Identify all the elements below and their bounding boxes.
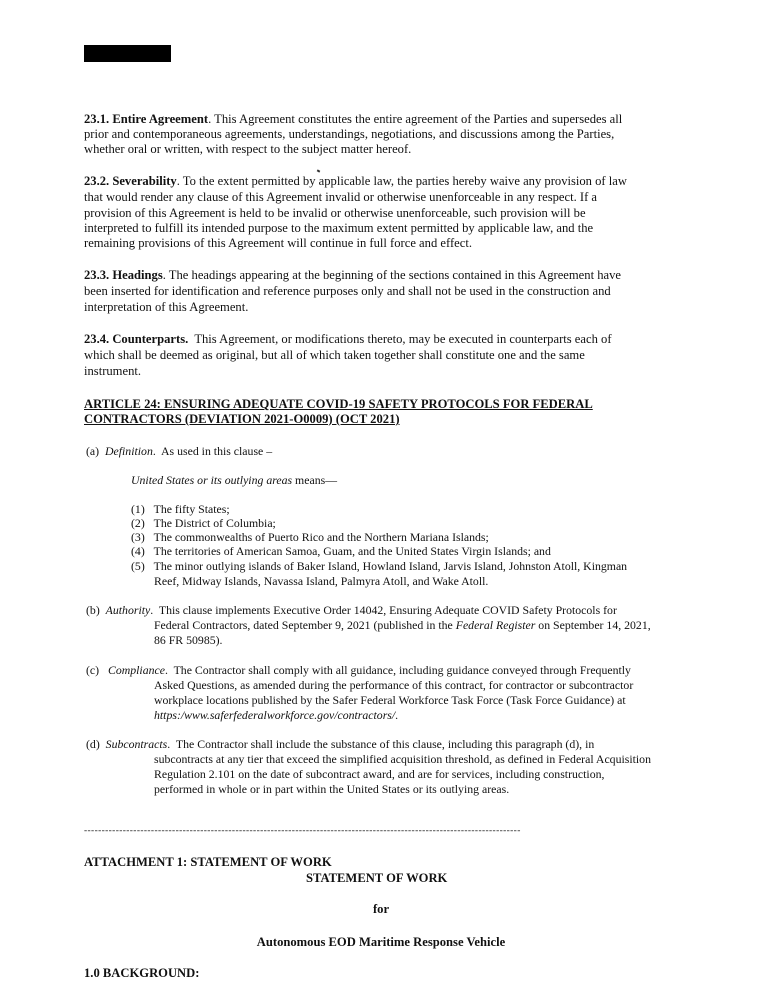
clause-d-text: . The Contractor shall include the substance of this clause, including this paragraph (d), in [167, 737, 595, 751]
clause-a-text: . As used in this clause – [152, 444, 273, 458]
list-number: (4) [131, 544, 145, 558]
clause-c-term: Compliance [107, 663, 165, 677]
clause-d-line-2: subcontracts at any tier that exceed the simplified acquisition threshold, as defined in Federal Acquisition [154, 752, 651, 766]
clause-b-text: . This clause implements Executive Order 14042, Ensuring Adequate COVID Safety Protocols for [150, 603, 617, 617]
definition-text: means— [292, 473, 337, 487]
clause-c-line-4 [154, 708, 398, 723]
clause-b-line-2 [154, 618, 651, 633]
section-23-3-text: . The headings appearing at the beginning of the sections contained in this Agreement have [162, 268, 621, 282]
clause-c-line-1 [86, 663, 631, 678]
clause-d-line-4: performed in whole or in part within the United States or its outlying areas. [154, 782, 510, 796]
section-23-3-line-2: been inserted for identification and reference purposes only and shall not be used in the construction and [84, 284, 611, 298]
clause-d-line-3: Regulation 2.101 on the date of subcontract award, and are for services, including construction, [154, 767, 605, 781]
section-23-4-line-3: instrument. [84, 364, 142, 378]
section-23-4-title: 23.4. Counterparts. [84, 332, 189, 346]
list-item-5-continued: Reef, Midway Islands, Navassa Island, Palmyra Atoll, and Wake Atoll. [154, 574, 489, 588]
dashed-separator: ---------------------------------------------------------------------------------------------------------------------------- [84, 826, 521, 836]
section-23-1-text: . This Agreement constitutes the entire agreement of the Parties and supersedes all [208, 112, 623, 126]
list-text: The minor outlying islands of Baker Island, Howland Island, Jarvis Island, Johnston Atoll, Kingman [153, 559, 628, 573]
sow-for: for [372, 902, 390, 916]
redaction-block [84, 45, 171, 62]
section-23-1-line-3: whether oral or written, with respect to the subject matter hereof. [84, 142, 412, 156]
section-23-1-line-2: prior and contemporaneous agreements, understandings, negotiations, and discussions among the Parties, [84, 127, 615, 141]
clause-b-text: Federal Contractors, dated September 9, 2021 (published in the [154, 618, 456, 632]
section-23-3-line-1 [84, 268, 621, 283]
list-text: The territories of American Samoa, Guam, and the United States Virgin Islands; and [153, 544, 551, 558]
section-23-2-line-3: provision of this Agreement is held to be invalid or otherwise unenforceable, such provision will be [84, 206, 586, 220]
section-23-3-line-3: interpretation of this Agreement. [84, 300, 249, 314]
clause-b-term: Authority [105, 603, 151, 617]
clause-d-term: Subcontracts [105, 737, 168, 751]
section-23-4-line-2: which shall be deemed as original, but all of which taken together shall constitute one and the same [84, 348, 585, 362]
list-text: The fifty States; [153, 502, 230, 516]
section-23-2-line-1 [84, 174, 627, 189]
list-item-3 [131, 530, 489, 545]
list-number: (5) [131, 559, 145, 573]
list-item-5 [131, 559, 627, 574]
definition-term: United States or its outlying areas [131, 473, 293, 487]
clause-c-line-2: Asked Questions, as amended during the performance of this contract, for contractor or subcontractor [154, 678, 634, 692]
list-item-4 [131, 544, 551, 559]
list-number: (3) [131, 530, 145, 544]
clause-b-line-1 [86, 603, 617, 618]
clause-a-line-1 [86, 444, 272, 459]
clause-c-marker: (c) [86, 663, 100, 677]
sow-title: STATEMENT OF WORK [306, 871, 448, 885]
clause-b-text: on September 14, 2021, [535, 618, 651, 632]
clause-c-line-3: workplace locations published by the Safer Federal Workforce Task Force (Task Force Guidance) at [154, 693, 626, 707]
background-heading: 1.0 BACKGROUND: [84, 966, 200, 980]
section-23-2-title: 23.2. Severability [84, 174, 177, 188]
clause-a-definition [131, 473, 337, 488]
clause-b-marker: (b) [86, 603, 100, 617]
section-23-2-text: . To the extent permitted by applicable law, the parties hereby waive any provision of law [176, 174, 627, 188]
section-23-2-line-5: remaining provisions of this Agreement will continue in full force and effect. [84, 236, 472, 250]
list-number: (1) [131, 502, 145, 516]
task-force-url-link[interactable]: https:/www.saferfederalworkforce.gov/contractors/ [154, 708, 396, 722]
clause-d-line-1 [86, 737, 594, 752]
section-23-2-line-4: interpreted to fulfill its intended purpose to the maximum extent permitted by applicable law, and the [84, 221, 594, 235]
clause-a-term: Definition [105, 444, 153, 458]
list-item-2 [131, 516, 276, 531]
list-item-1 [131, 502, 230, 517]
article-24-heading-line-1: ARTICLE 24: ENSURING ADEQUATE COVID-19 SAFETY PROTOCOLS FOR FEDERAL [84, 397, 593, 411]
stray-mark [317, 169, 321, 172]
section-23-4-text: This Agreement, or modifications thereto, may be executed in counterparts each of [188, 332, 612, 346]
section-23-1-line-1 [84, 112, 622, 127]
attachment-heading: ATTACHMENT 1: STATEMENT OF WORK [84, 855, 332, 869]
section-23-2-line-2: that would render any clause of this Agreement invalid or otherwise unenforceable in any respect. If a [84, 190, 598, 204]
section-23-4-line-1 [84, 332, 612, 347]
clause-c-text: . The Contractor shall comply with all guidance, including guidance conveyed through Frequently [164, 663, 631, 677]
clause-c-text: . [395, 708, 399, 722]
list-text: The District of Columbia; [153, 516, 276, 530]
section-23-1-title: 23.1. Entire Agreement [84, 112, 209, 126]
federal-register-title: Federal Register [455, 618, 536, 632]
clause-a-marker: (a) [86, 444, 100, 458]
clause-d-marker: (d) [86, 737, 100, 751]
clause-b-line-3: 86 FR 50985). [154, 633, 223, 647]
article-24-heading-line-2: CONTRACTORS (DEVIATION 2021-O0009) (OCT 2021) [84, 412, 400, 426]
section-23-3-title: 23.3. Headings [84, 268, 163, 282]
list-text: The commonwealths of Puerto Rico and the Northern Mariana Islands; [153, 530, 489, 544]
list-number: (2) [131, 516, 145, 530]
sow-subject: Autonomous EOD Maritime Response Vehicle [256, 935, 506, 949]
